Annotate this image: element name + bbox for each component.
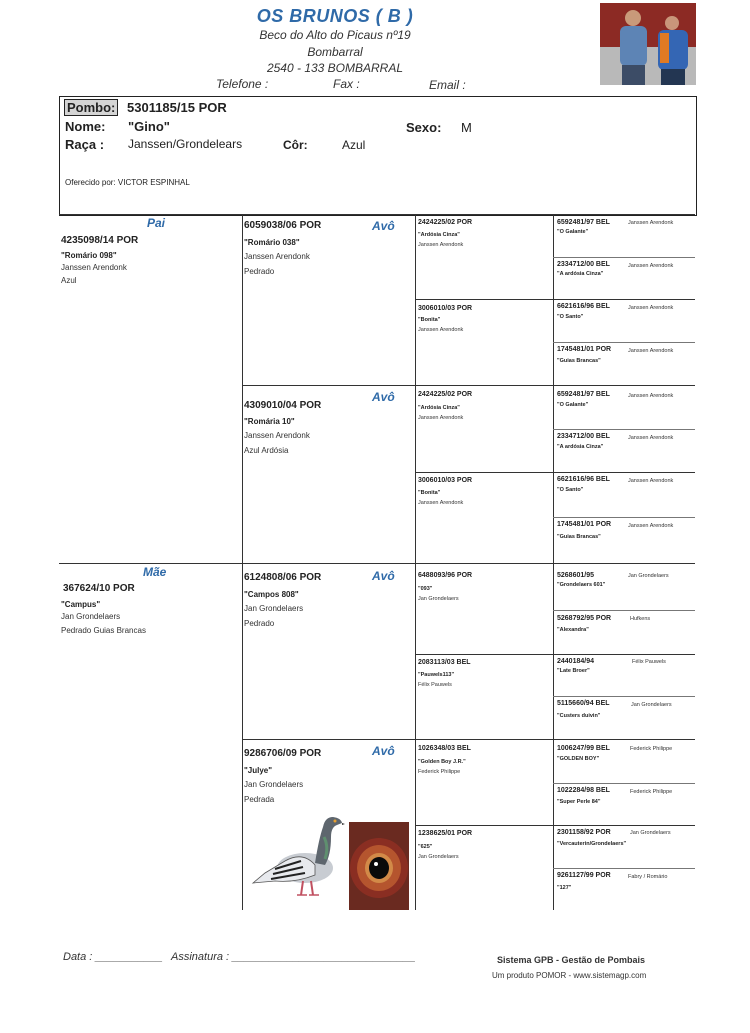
gen4-ring: 5115660/94 BEL [557,700,610,707]
divider-gen3-4 [415,825,695,826]
gen3-line1: Federick Philippe [418,769,461,775]
mae-ring: 367624/10 POR [63,583,135,594]
gen4-name: "Alexandra" [557,627,589,633]
gen3-line1: Janssen Arendonk [418,415,464,421]
gen3-name: "Bonita" [418,490,441,496]
gen4-breeder: Janssen Arendonk [628,305,674,311]
mae-line2: Pedrado Guias Brancas [61,626,146,635]
pigeon-ring: 5301185/15 POR [127,100,227,115]
raca-label: Raça : [65,137,105,152]
divider-gen1-gen2 [242,214,243,910]
gen4-breeder: Fabry / Romário [628,874,668,880]
gen2-line1: Jan Grondelaers [244,604,304,613]
gen4-breeder: Federick Philippe [630,746,673,752]
address-line-2: Bombarral [307,45,363,59]
gen2-line1: Janssen Arendonk [244,252,310,261]
gen4-name: "Late Broer" [557,668,590,674]
divider-pai-mae [59,563,695,564]
gen4-name: "Grondelaers 601" [557,582,606,588]
sexo-label: Sexo: [406,120,442,135]
email-label: Email : [429,78,466,92]
gen4-breeder: Janssen Arendonk [628,393,674,399]
divider-gen2-1 [242,385,695,386]
divider-gen4-2 [553,342,695,343]
divider-gen3-1 [415,299,695,300]
gen4-breeder: Félix Pauwels [632,659,666,665]
gen4-ring: 2334712/00 BEL [557,433,610,440]
gen4-ring: 6621616/96 BEL [557,476,610,483]
gen4-name: "A ardósia Cinza" [557,444,604,450]
avo-label: Avô [372,390,395,404]
gen3-ring: 6488093/96 POR [418,572,473,579]
gen2-name: "Campos 808" [244,590,299,599]
gen2-line2: Pedrada [244,795,275,804]
gen2-ring: 6059038/06 POR [244,220,322,231]
gen4-name: "O Santo" [557,314,584,320]
gen4-breeder: Janssen Arendonk [628,220,674,226]
gen4-ring: 6592481/97 BEL [557,391,610,398]
gen2-name: "Romário 038" [244,238,300,247]
gen4-ring: 2440184/94 [557,658,594,665]
gen4-breeder: Janssen Arendonk [628,523,674,529]
gen4-ring: 1006247/99 BEL [557,745,610,752]
pai-line1: Janssen Arendonk [61,263,127,272]
gen4-name: "Guias Brancas" [557,534,601,540]
gen4-name: "Custers duivin" [557,713,601,719]
gen4-ring: 1745481/01 POR [557,346,612,353]
pai-line2: Azul [61,276,77,285]
pombo-label: Pombo: [64,99,118,116]
gen4-name: "O Galante" [557,402,589,408]
gen4-ring: 2334712/00 BEL [557,261,610,268]
fax-label: Fax : [333,77,360,91]
gen2-line2: Pedrado [244,619,275,628]
gen2-line1: Jan Grondelaers [244,780,304,789]
gen2-line2: Azul Ardósia [244,446,289,455]
gen4-ring: 1745481/01 POR [557,521,612,528]
pigeon-name: "Gino" [128,119,170,134]
pai-name: "Romário 098" [61,251,117,260]
product-credit: Um produto POMOR - www.sistemagp.com [492,971,647,980]
divider-gen4-8 [553,868,695,869]
gen2-ring: 9286706/09 POR [244,748,322,759]
gen3-ring: 2424225/02 POR [418,391,473,398]
gen3-ring: 1026348/03 BEL [418,745,471,752]
gen3-line1: Félix Pauwels [418,682,452,688]
gen3-line1: Jan Grondelaers [418,596,459,602]
gen3-line1: Jan Grondelaers [418,854,459,860]
avo-label: Avô [372,569,395,583]
gen4-name: "Guias Brancas" [557,358,601,364]
gen3-name: "Bonita" [418,317,441,323]
pigeon-sex: M [461,120,472,135]
gen3-line1: Janssen Arendonk [418,242,464,248]
address-line-3: 2540 - 133 BOMBARRAL [266,61,404,75]
gen3-line1: Janssen Arendonk [418,500,464,506]
mae-line1: Jan Grondelaers [61,612,121,621]
divider-gen2-2 [242,739,695,740]
pedigree-top-rule [59,214,695,215]
pigeon-illustration [245,803,345,903]
divider-gen4-6 [553,696,695,697]
gen3-name: "Golden Boy J.R." [418,759,466,765]
pigeon-breed: Janssen/Grondelears [128,137,243,151]
address-line-1: Beco do Alto do Picaus nº19 [259,28,411,42]
gen4-breeder: Jan Grondelaers [630,830,671,836]
gen4-ring: 5268792/95 POR [557,615,612,622]
system-name: Sistema GPB - Gestão de Pombais [497,955,646,965]
divider-gen3-3 [415,654,695,655]
loft-name: OS BRUNOS ( B ) [256,6,414,26]
gen2-name: "Romária 10" [244,417,295,426]
divider-gen4-4 [553,517,695,518]
divider-gen4-5 [553,610,695,611]
gen4-breeder: Janssen Arendonk [628,435,674,441]
gen2-name: "Julye" [244,766,273,775]
nome-label: Nome: [65,119,106,134]
gen3-name: "Ardósia Cinza" [418,232,460,238]
pigeon-eye-photo [349,822,409,910]
gen3-name: "093" [418,586,433,592]
gen4-breeder: Janssen Arendonk [628,348,674,354]
gen4-breeder: Federick Philippe [630,789,673,795]
gen4-name: "Vercauterin/Grondelaers" [557,841,627,847]
gen4-name: "O Galante" [557,229,589,235]
gen3-ring: 2083113/03 BEL [418,659,471,666]
avo-label: Avô [372,744,395,758]
gen4-name: "127" [557,885,572,891]
gen2-line2: Pedrado [244,267,275,276]
gen3-line1: Janssen Arendonk [418,327,464,333]
mae-name: "Campus" [61,600,101,609]
gen3-ring: 3006010/03 POR [418,477,473,484]
mae-header: Mãe [143,565,167,579]
divider-gen3-2 [415,472,695,473]
gen4-breeder: Jan Grondelaers [631,702,672,708]
date-field[interactable]: Data : ___________ [63,951,163,963]
gen4-ring: 5268601/95 [557,572,594,579]
gen2-ring: 6124808/06 POR [244,572,322,583]
gen4-name: "A ardósia Cinza" [557,271,604,277]
pai-header: Pai [147,216,166,230]
gen4-ring: 1022284/98 BEL [557,787,610,794]
owner-photo [600,3,696,85]
gen4-ring: 9261127/99 POR [557,872,611,879]
divider-gen4-7 [553,783,695,784]
gen4-ring: 2301158/92 POR [557,829,611,836]
gen3-ring: 3006010/03 POR [418,305,473,312]
divider-gen4-3 [553,429,695,430]
gen4-breeder: Hufkens [630,616,651,622]
pai-ring: 4235098/14 POR [61,235,139,246]
signature-field[interactable]: Assinatura : ______________________________ [171,951,416,963]
cor-label: Côr: [283,138,308,152]
gen2-line1: Janssen Arendonk [244,431,310,440]
gen4-breeder: Janssen Arendonk [628,478,674,484]
gen3-ring: 1238625/01 POR [418,830,473,837]
telefone-label: Telefone : [216,77,269,91]
divider-gen3-gen4 [553,214,554,910]
gen4-ring: 6621616/96 BEL [557,303,610,310]
gen4-name: "O Santo" [557,487,584,493]
avo-label: Avô [372,219,395,233]
gen3-name: "Pauwels113" [418,672,455,678]
divider-gen4-1 [553,257,695,258]
gen3-name: "Ardósia Cinza" [418,405,460,411]
gen4-breeder: Jan Grondelaers [628,573,669,579]
pigeon-color: Azul [342,138,366,152]
divider-gen2-gen3 [415,214,416,910]
gen4-breeder: Janssen Arendonk [628,263,674,269]
gen3-name: "625" [418,844,433,850]
gen4-ring: 6592481/97 BEL [557,219,610,226]
gen4-name: "GOLDEN BOY" [557,756,600,762]
gen4-name: "Super Perle 84" [557,799,601,805]
gen2-ring: 4309010/04 POR [244,400,322,411]
offered-by: Oferecido por: VICTOR ESPINHAL [65,178,190,187]
gen3-ring: 2424225/02 POR [418,219,473,226]
